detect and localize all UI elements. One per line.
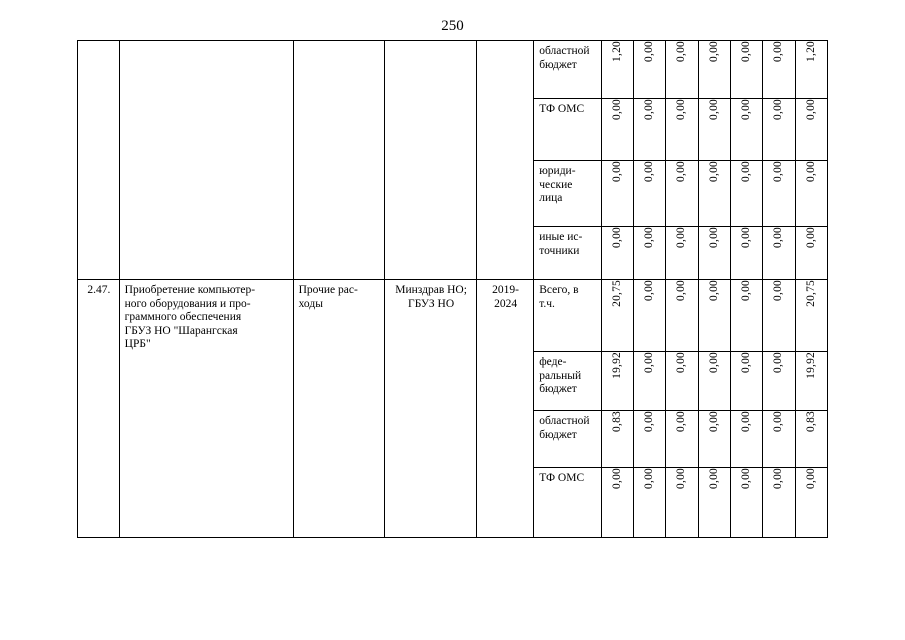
value-cell: [666, 161, 698, 227]
value-cell: [601, 411, 633, 468]
value-cell: [666, 99, 698, 161]
value-text: 0,00: [804, 468, 817, 489]
value-cell: [795, 411, 827, 468]
years-line: 2019-: [492, 284, 519, 296]
value-text: 0,00: [804, 99, 817, 120]
budget-table: [77, 40, 828, 538]
funding-source-cell: [534, 99, 602, 161]
value-cell: [795, 161, 827, 227]
value-text: 0,00: [707, 41, 720, 62]
value-cell: [698, 352, 730, 411]
value-text: 0,00: [739, 161, 752, 182]
value-text: 20,75: [610, 280, 623, 307]
table-row: [78, 280, 828, 352]
value-text: 0,00: [610, 227, 623, 248]
value-cell: [634, 468, 666, 538]
funding-source-cell: [534, 161, 602, 227]
value-text: 0,00: [643, 227, 656, 248]
years-cell: [476, 41, 533, 280]
value-cell: [601, 280, 633, 352]
value-text: 0,83: [610, 411, 623, 432]
value-cell: [731, 41, 763, 99]
activity-name-line: ГБУЗ НО "Шарангская: [124, 324, 238, 337]
row-number-cell: [78, 41, 120, 280]
value-text: 0,00: [675, 227, 688, 248]
value-text: 0,83: [804, 411, 817, 432]
activity-name-line: Приобретение компьютер-: [124, 284, 256, 296]
value-cell: [634, 99, 666, 161]
value-cell: [763, 411, 795, 468]
value-text: 0,00: [675, 280, 688, 301]
value-text: 0,00: [739, 41, 752, 62]
funding-source-line: ТФ ОМС: [539, 472, 585, 484]
value-text: 0,00: [739, 280, 752, 301]
value-text: 0,00: [675, 161, 688, 182]
executor-cell: [385, 280, 477, 538]
row-number: 2.47.: [87, 284, 111, 296]
value-text: 0,00: [610, 161, 623, 182]
funding-source-line: Всего, в т.ч.: [539, 284, 579, 310]
years-cell: [476, 280, 533, 538]
value-text: 0,00: [675, 99, 688, 120]
expense-kind-line: Прочие рас-: [298, 284, 358, 296]
activity-name-line: ЦРБ": [124, 338, 151, 351]
value-text: 0,00: [643, 411, 656, 432]
value-text: 20,75: [804, 280, 817, 307]
value-cell: [763, 468, 795, 538]
value-cell: [763, 227, 795, 280]
value-text: 0,00: [675, 411, 688, 432]
value-cell: [698, 280, 730, 352]
value-cell: [698, 411, 730, 468]
funding-source-line: юриди-: [539, 165, 576, 177]
value-text: 0,00: [772, 161, 785, 182]
value-text: 0,00: [772, 41, 785, 62]
activity-name-line: граммного обеспечения: [124, 311, 242, 324]
value-cell: [634, 227, 666, 280]
value-cell: [601, 352, 633, 411]
value-cell: [731, 280, 763, 352]
value-text: 0,00: [643, 161, 656, 182]
value-cell: [666, 352, 698, 411]
value-cell: [666, 41, 698, 99]
funding-source-line: бюджет: [539, 383, 577, 396]
value-text: 0,00: [675, 468, 688, 489]
funding-source-line: областной бюджет: [539, 45, 590, 71]
value-text: 0,00: [772, 468, 785, 489]
activity-name-cell: [119, 280, 293, 538]
value-cell: [634, 161, 666, 227]
value-text: 0,00: [804, 227, 817, 248]
value-text: 0,00: [772, 280, 785, 301]
value-cell: [601, 227, 633, 280]
value-cell: [698, 161, 730, 227]
executor-line: Минздрав НО;: [395, 284, 467, 296]
executor-cell: [385, 41, 477, 280]
funding-source-line: точники: [539, 244, 580, 257]
funding-source-line: ческие лица: [539, 178, 573, 205]
value-cell: [763, 41, 795, 99]
value-cell: [795, 227, 827, 280]
value-text: 0,00: [675, 352, 688, 373]
value-text: 0,00: [675, 41, 688, 62]
value-cell: [601, 41, 633, 99]
activity-name-cell: [119, 41, 293, 280]
value-text: 0,00: [707, 352, 720, 373]
value-cell: [698, 99, 730, 161]
value-cell: [666, 411, 698, 468]
value-cell: [731, 468, 763, 538]
value-text: 0,00: [772, 99, 785, 120]
table-row: [78, 41, 828, 99]
value-text: 0,00: [707, 161, 720, 182]
value-cell: [731, 99, 763, 161]
executor-line: ГБУЗ НО: [408, 297, 455, 310]
value-cell: [795, 41, 827, 99]
value-text: 0,00: [707, 411, 720, 432]
value-cell: [731, 352, 763, 411]
value-text: 19,92: [610, 352, 623, 379]
value-text: 0,00: [643, 468, 656, 489]
value-text: 0,00: [707, 99, 720, 120]
value-cell: [763, 280, 795, 352]
value-cell: [601, 161, 633, 227]
value-cell: [634, 352, 666, 411]
value-text: 0,00: [610, 99, 623, 120]
funding-source-line: областной: [539, 415, 590, 427]
expense-kind-line: ходы: [298, 297, 323, 310]
expense-kind-cell: [293, 280, 385, 538]
value-cell: [731, 411, 763, 468]
value-cell: [601, 99, 633, 161]
value-cell: [634, 280, 666, 352]
value-text: 0,00: [739, 99, 752, 120]
value-cell: [731, 227, 763, 280]
value-text: 0,00: [772, 352, 785, 373]
row-number-cell: [78, 280, 120, 538]
value-text: 19,92: [804, 352, 817, 379]
value-text: 0,00: [739, 227, 752, 248]
value-text: 0,00: [610, 468, 623, 489]
funding-source-line: феде-: [539, 356, 567, 368]
years-line: 2024: [494, 297, 518, 310]
funding-source-line: ральный: [539, 369, 582, 382]
value-cell: [763, 99, 795, 161]
value-cell: [634, 411, 666, 468]
value-cell: [795, 99, 827, 161]
value-text: 0,00: [739, 352, 752, 373]
funding-source-cell: [534, 411, 602, 468]
funding-source-line: иные ис-: [539, 231, 583, 243]
value-text: 0,00: [739, 468, 752, 489]
funding-source-line: бюджет: [539, 428, 577, 441]
funding-source-cell: [534, 468, 602, 538]
funding-source-cell: [534, 280, 602, 352]
funding-source-cell: [534, 41, 602, 99]
activity-name-line: ного оборудования и про-: [124, 297, 251, 310]
value-cell: [666, 280, 698, 352]
value-cell: [698, 468, 730, 538]
value-text: 0,00: [707, 468, 720, 489]
funding-source-line: ТФ ОМС: [539, 103, 585, 115]
value-cell: [634, 41, 666, 99]
value-text: 1,20: [804, 41, 817, 62]
value-text: 0,00: [643, 352, 656, 373]
value-text: 0,00: [643, 99, 656, 120]
value-cell: [731, 161, 763, 227]
value-cell: [698, 227, 730, 280]
value-text: 0,00: [804, 161, 817, 182]
value-text: 0,00: [707, 280, 720, 301]
value-cell: [698, 41, 730, 99]
value-cell: [666, 468, 698, 538]
page-number: 250: [441, 18, 464, 34]
funding-source-cell: [534, 352, 602, 411]
value-text: 0,00: [643, 280, 656, 301]
value-cell: [795, 280, 827, 352]
expense-kind-cell: [293, 41, 385, 280]
value-text: 0,00: [739, 411, 752, 432]
value-cell: [795, 468, 827, 538]
value-text: 0,00: [707, 227, 720, 248]
value-text: 0,00: [772, 227, 785, 248]
value-text: 0,00: [772, 411, 785, 432]
value-cell: [763, 352, 795, 411]
value-cell: [763, 161, 795, 227]
value-text: 1,20: [610, 41, 623, 62]
funding-source-cell: [534, 227, 602, 280]
value-cell: [795, 352, 827, 411]
value-cell: [601, 468, 633, 538]
value-cell: [666, 227, 698, 280]
value-text: 0,00: [643, 41, 656, 62]
